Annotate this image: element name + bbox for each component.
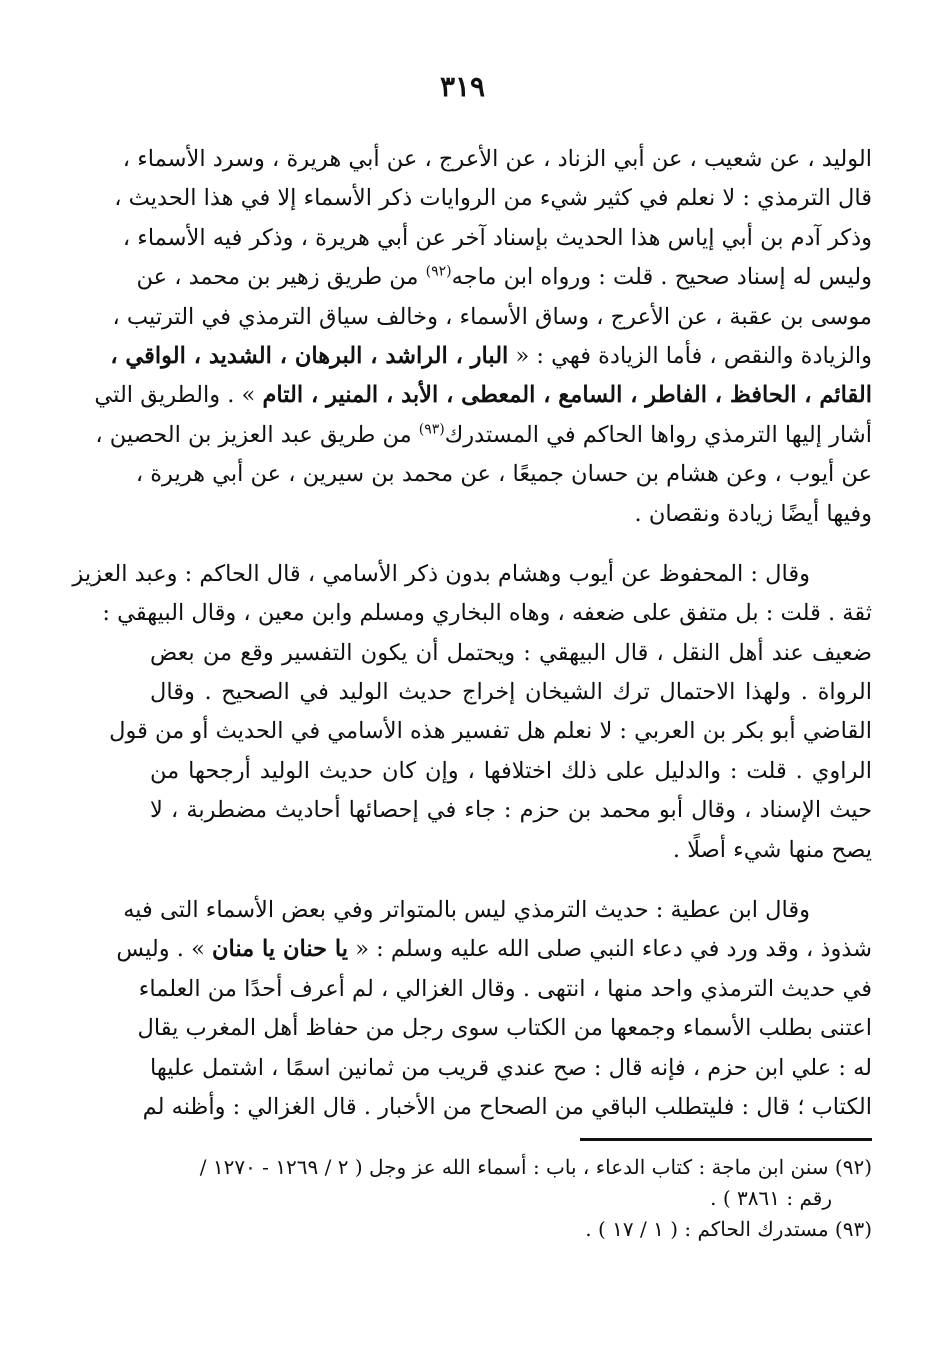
text-segment: من طريق عبد العزيز بن الحصين ،: [95, 421, 419, 448]
paragraph-3: [116, 891, 872, 1127]
text-line: [116, 930, 872, 969]
text-line: وفيها أيضًا زيادة ونقصان .: [634, 500, 872, 527]
text-line: [136, 258, 872, 297]
text-line: وذكر آدم بن أبي إياس هذا الحديث بإسناد آخر عن أبي هريرة ، وذكر فيه الأسماء ،: [122, 224, 872, 251]
paragraph-1: [94, 140, 872, 534]
text-line: الراوي . قلت : والدليل على ذلك اختلافها ، وإن كان حديث الوليد أرجحها من: [150, 757, 872, 784]
text-segment: أشار إليها الترمذي رواها الحاكم في المستدرك: [444, 421, 872, 448]
page-number: ٣١٩: [439, 70, 486, 103]
text-line: له : علي ابن حزم ، فإنه قال : صح عندي قريب من ثمانين اسمًا ، اشتمل عليها: [150, 1054, 872, 1081]
text-segment: من طريق زهير بن محمد ، عن: [136, 264, 426, 291]
text-line: القاضي أبو بكر بن العربي : لا نعلم هل تفسير هذه الأسامي في الحديث أو من قول: [109, 718, 872, 745]
text-line: [110, 337, 872, 376]
text-line: قال الترمذي : لا نعلم في كثير شيء من الروايات ذكر الأسماء إلا في هذا الحديث ،: [114, 185, 872, 212]
text-line: الكتاب ؛ قال : فليتطلب الباقي من الصحاح من الأخبار . قال الغزالي : وأظنه لم: [142, 1093, 872, 1120]
text-line: [95, 416, 872, 455]
text-line: وقال ابن عطية : حديث الترمذي ليس بالمتواتر وفي بعض الأسماء التى فيه: [123, 897, 810, 924]
bold-names: القائم ، الحافظ ، الفاطر ، السامع ، المعطى ، الأبد ، المنير ، التام: [262, 382, 872, 409]
footnote-92-continuation: رقم : ٣٨٦١ ) .: [710, 1186, 832, 1210]
bold-names: البار ، الراشد ، البرهان ، الشديد ، الواقي ،: [110, 342, 509, 369]
text-line: موسى بن عقبة ، عن الأعرج ، وساق الأسماء ، وخالف سياق الترمذي في الترتيب ،: [112, 303, 872, 330]
text-line: يصح منها شيء أصلًا .: [672, 836, 872, 863]
text-segment: والزيادة والنقص ، فأما الزيادة فهي : «: [508, 342, 872, 369]
text-segment: » . والطريق التي: [94, 382, 263, 409]
body-text: [72, 140, 872, 1148]
text-line: في حديث الترمذي واحد منها ، انتهى . وقال الغزالي ، لم أعرف أحدًا من العلماء: [138, 975, 872, 1002]
text-line: وقال : المحفوظ عن أيوب وهشام بدون ذكر الأسامي ، قال الحاكم : وعبد العزيز: [72, 560, 810, 587]
footnote-ref-92[interactable]: (٩٢): [425, 263, 452, 280]
text-segment: شذوذ ، وقد ورد في دعاء النبي صلى الله عليه وسلم : «: [348, 936, 872, 963]
text-line: عن أيوب ، وعن هشام بن حسان جميعًا ، عن محمد بن سيرين ، عن أبي هريرة ،: [135, 461, 872, 488]
footnote-divider: [580, 1138, 872, 1141]
text-line: [94, 376, 872, 415]
text-segment: » . وليس: [116, 936, 212, 963]
text-line: ثقة . قلت : بل متفق على ضعفه ، وهاه البخاري ومسلم وابن معين ، وقال البيهقي :: [102, 600, 872, 627]
footnote-ref-93[interactable]: (٩٣): [418, 421, 445, 438]
paragraph-2: [72, 555, 872, 870]
text-line: حيث الإسناد ، وقال أبو محمد بن حزم : جاء في إحصائها أحاديث مضطربة ، لا: [150, 797, 872, 824]
footnotes: [150, 1152, 872, 1245]
text-line: اعتنى بطلب الأسماء وجمعها من الكتاب سوى رجل من حفاظ أهل المغرب يقال: [137, 1015, 872, 1042]
text-line: الرواة . ولهذا الاحتمال ترك الشيخان إخراج حديث الوليد في الصحيح . وقال: [150, 679, 872, 706]
footnote-93: (٩٣) مستدرك الحاكم : ( ١ / ١٧ ) .: [585, 1217, 872, 1241]
bold-invocation: يا حنان يا منان: [212, 936, 349, 963]
text-line: الوليد ، عن شعيب ، عن أبي الزناد ، عن الأعرج ، عن أبي هريرة ، وسرد الأسماء ،: [122, 146, 872, 172]
text-segment: وليس له إسناد صحيح . قلت : ورواه ابن ماجه: [451, 264, 872, 291]
text-line: ضعيف عند أهل النقل ، قال البيهقي : ويحتمل أن يكون التفسير وقع من بعض: [150, 639, 872, 666]
footnote-92: (٩٢) سنن ابن ماجة : كتاب الدعاء ، باب : أسماء الله عز وجل ( ٢ / ١٢٦٩ - ١٢٧٠ /: [199, 1155, 872, 1179]
